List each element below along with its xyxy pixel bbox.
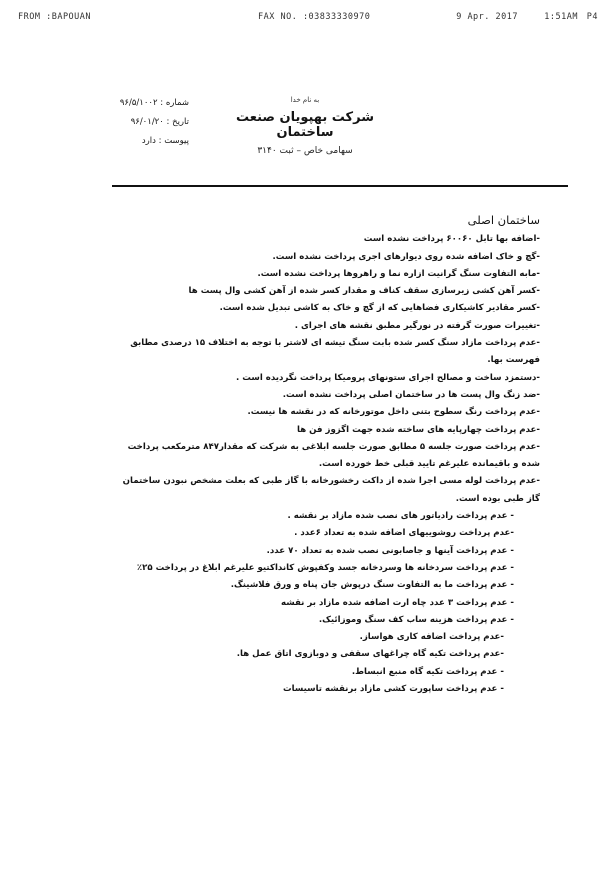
list-item: -اضافه بها تابل ۶۰۰۶۰ پرداخت نشده است — [363, 234, 540, 245]
list-item: -دستمزد ساخت و مصالح اجرای ستونهای پرومیکا پرداخت نگردیده است . — [236, 372, 540, 383]
letter-date: تاریخ : ۹۶/۰۱/۲۰ — [130, 117, 189, 127]
list-item: - عدم پرداخت ساپورت کشی مازاد برنقشه تاسیسات — [283, 684, 504, 695]
list-item: -گچ و خاک اضافه شده روی دیوارهای اجری پرداخت نشده است. — [272, 251, 540, 262]
fax-time: 1:51AM — [544, 12, 578, 22]
fax-transmission-header — [18, 12, 598, 26]
letter-reference — [79, 94, 189, 151]
list-item-continuation: شده و باقیمانده علیرغم تایید قبلی خط خورده است. — [318, 459, 540, 470]
list-item: - عدم پرداخت رادیاتور های نصب شده مازاد بر نقشه . — [287, 511, 514, 522]
company-registration: سهامی خاص – ثبت ۳۱۴۰ — [257, 146, 353, 156]
list-item: -عدم پرداخت روشوییهای اضافه شده به تعداد ۶عدد . — [294, 528, 514, 539]
list-item: -عدم پرداخت مازاد سنگ کسر شده بابت سنگ تیشه ای لاشتر با توجه به اختلاف ۱۵ درصدی مطابق — [130, 338, 540, 349]
list-item-continuation: گاز طبی بوده است. — [455, 493, 540, 504]
list-item: -ضد زنگ وال پست ها در ساختمان اصلی پرداخت نشده است. — [282, 389, 540, 400]
list-item: -عدم پرداخت چهارپایه های ساخته شده جهت اگزوز فن ها — [296, 424, 540, 435]
company-name: شرکت بهپویان صنعت ساختمان — [236, 110, 374, 140]
list-item: -عدم پرداخت رنگ سطوح بتنی داخل موتورخانه که در نقشه ها نیست. — [247, 407, 540, 418]
list-item: - عدم پرداخت سردخانه ها وسردخانه جسد وکفپوش کانداکتیو علیرغم ابلاغ در پرداخت ۲۵٪ — [136, 562, 514, 573]
letter-number: شماره : ۹۶/۵/۱۰۰۲ — [119, 98, 189, 108]
list-item: -عدم پرداخت تکیه گاه چراغهای سقفی و دوبازوی اتاق عمل ها. — [236, 649, 504, 660]
fax-page: P4 — [586, 12, 598, 22]
list-item: - عدم پرداخت آینها و جاصابونی نصب شده به تعداد ۷۰ عدد. — [266, 545, 514, 556]
fax-date: 9 Apr. 2017 — [456, 12, 518, 22]
fax-from: FROM :BAPOUAN — [18, 12, 92, 22]
letter-body — [70, 212, 540, 698]
header-divider — [112, 185, 568, 187]
letterhead-center — [210, 92, 400, 156]
section-title: ساختمان اصلی — [467, 213, 540, 227]
list-item: -عدم پرداخت لوله مسی اجرا شده از داکت رخشورخانه با گاز طبی که بعلت مشخص نبودن ساختمان — [122, 476, 540, 487]
list-item: -مابه التفاوت سنگ گرانیت ازاره نما و راهروها پرداخت نشده است. — [257, 268, 540, 279]
list-item: -عدم پرداخت اضافه کاری هواساز. — [359, 632, 504, 643]
invocation: به نام خدا — [290, 96, 320, 104]
list-item: -عدم پرداخت صورت جلسه ۵ مطابق صورت جلسه ابلاغی به شرکت که مقدار۸۴۷ مترمکعب پرداخت — [127, 441, 540, 452]
list-item: - عدم پرداخت هزینه ساب کف سنگ وموزائیک. — [318, 614, 514, 625]
list-item: - عدم پرداخت تکیه گاه منبع انبساط. — [351, 666, 504, 677]
list-item: -کسر آهن کشی زیرسازی سقف کناف و مقدار کسر شده از آهن کشی وال پست ها — [188, 286, 540, 297]
letter-attachment: پیوست : دارد — [141, 136, 189, 146]
list-item: - عدم پرداخت ما به التفاوت سنگ درپوش جان پناه و ورق فلاشینگ. — [230, 580, 514, 591]
list-item-continuation: فهرست بها. — [487, 355, 540, 366]
letterhead — [0, 92, 614, 172]
list-item: -کسر مقادیر کاشیکاری فضاهایی که از گچ و خاک به کاشی تبدیل شده است. — [219, 303, 540, 314]
fax-number: FAX NO. :03833330970 — [258, 12, 371, 22]
list-item: - عدم پرداخت ۳ عدد چاه ارت اضافه شده مازاد بر نقشه — [281, 597, 514, 608]
list-item: -تغییرات صورت گرفته در نورگیر مطبق نقشه های اجرای . — [294, 320, 540, 331]
